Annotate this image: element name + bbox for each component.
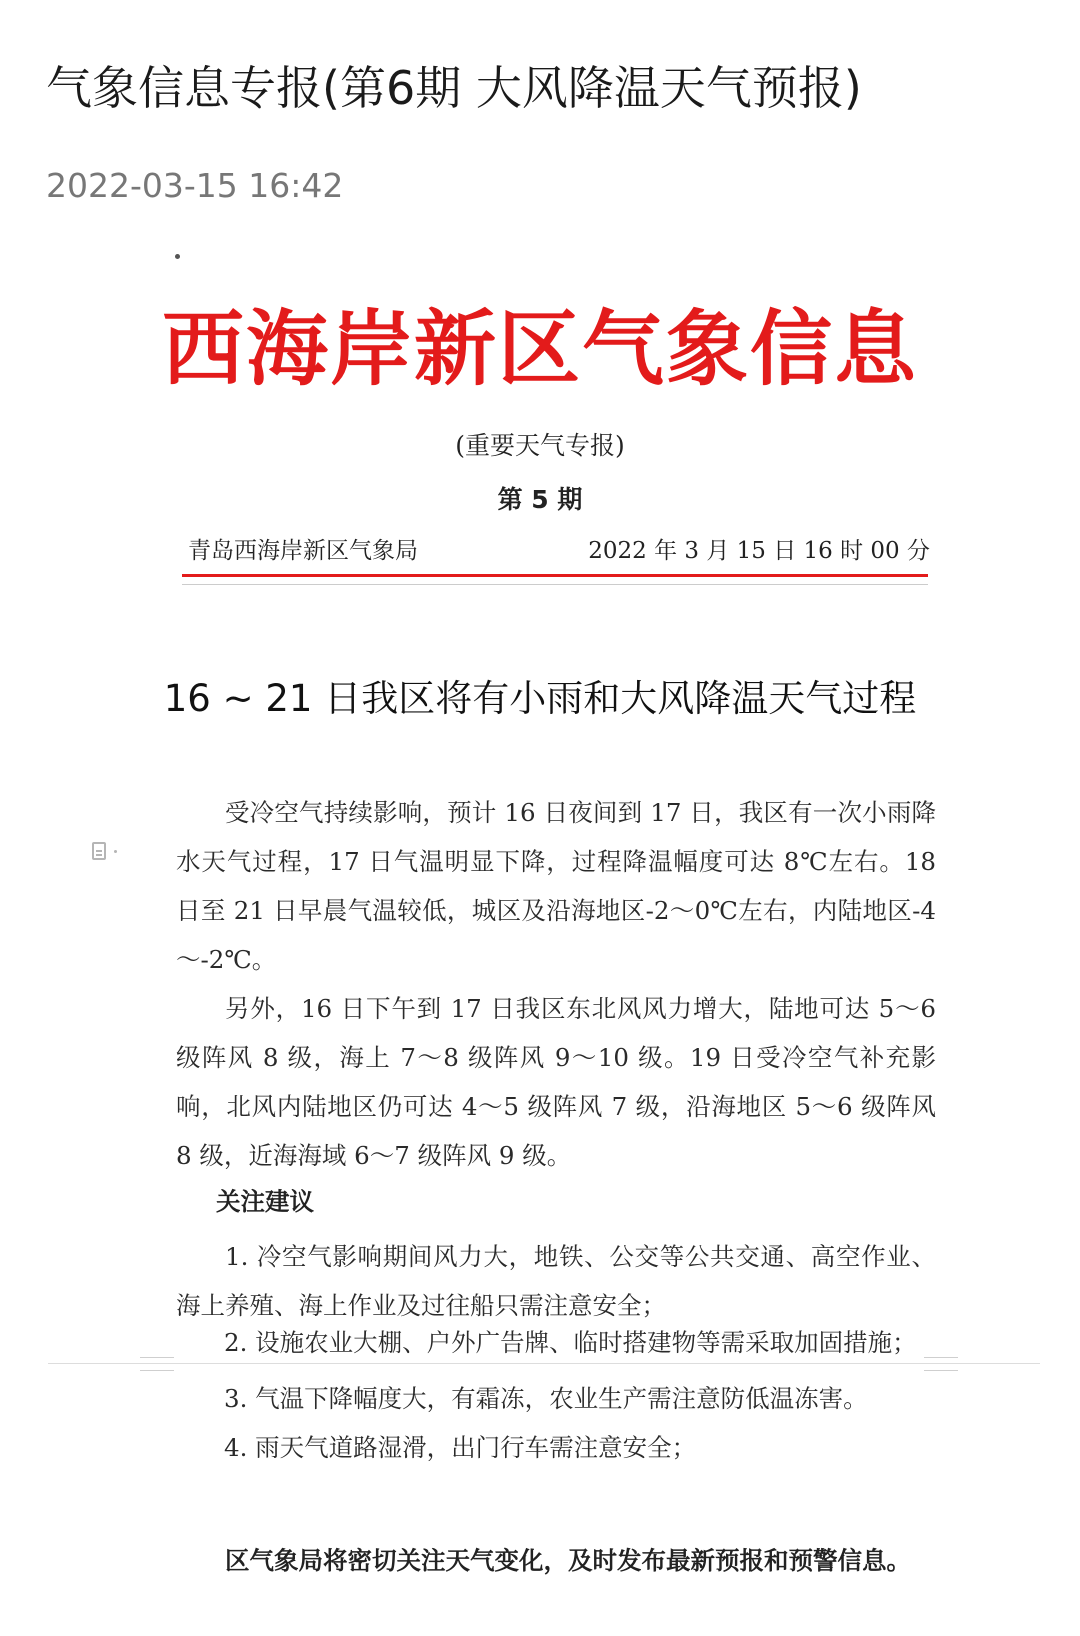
document-headline: 16 ~ 21 日我区将有小雨和大风降温天气过程 bbox=[163, 677, 917, 720]
masthead-red-rule bbox=[182, 574, 928, 577]
document-issuer: 青岛西海岸新区气象局 bbox=[188, 538, 418, 564]
document-body bbox=[176, 788, 936, 1180]
masthead-gray-rule bbox=[182, 584, 928, 585]
suggestion-item: 4. 雨天气道路湿滑，出门行车需注意安全； bbox=[224, 1433, 697, 1462]
document-comment-icon[interactable] bbox=[92, 842, 106, 860]
scan-speck bbox=[175, 254, 180, 259]
page-break-mark-right bbox=[924, 1357, 958, 1371]
document-masthead: 西海岸新区气象信息 bbox=[161, 302, 918, 397]
body-paragraph: 受冷空气持续影响，预计 16 日夜间到 17 日，我区有一次小雨降水天气过程，17 日气温明显下降，过程降温幅度可达 8℃左右。18 日至 21 日早晨气温较低，城区及沿海地区-2～0℃左右，内陆地区-4～-2℃。 bbox=[176, 798, 936, 974]
suggestion-item: 3. 气温下降幅度大，有霜冻，农业生产需注意防低温冻害。 bbox=[224, 1384, 868, 1413]
article-title: 气象信息专报(第6期 大风降温天气预报) bbox=[46, 61, 862, 115]
page-break-line bbox=[48, 1363, 1040, 1364]
section-title: 关注建议 bbox=[216, 1187, 314, 1216]
closing-statement: 区气象局将密切关注天气变化，及时发布最新预报和预警信息。 bbox=[225, 1546, 911, 1575]
document-type: (重要天气专报) bbox=[455, 431, 625, 460]
page-break-mark-left bbox=[140, 1357, 174, 1371]
body-paragraph: 另外，16 日下午到 17 日我区东北风风力增大，陆地可达 5～6 级阵风 8 级，海上 7～8 级阵风 9～10 级。19 日受冷空气补充影响，北风内陆地区仍可达 4～5 级阵风 7 级，沿海地区 5～6 级阵风 8 级，近海海域 6～7 级阵风 9 级。 bbox=[176, 994, 936, 1170]
document-issue-time: 2022 年 3 月 15 日 16 时 00 分 bbox=[588, 538, 930, 564]
document-issue-number: 第 5 期 bbox=[497, 485, 583, 514]
article-timestamp: 2022-03-15 16:42 bbox=[46, 166, 344, 205]
suggestion-item: 1. 冷空气影响期间风力大，地铁、公交等公共交通、高空作业、海上养殖、海上作业及过往船只需注意安全； bbox=[176, 1242, 936, 1320]
suggestion-item: 2. 设施农业大棚、户外广告牌、临时搭建物等需采取加固措施； bbox=[224, 1328, 917, 1357]
comment-menu-dot-icon bbox=[114, 850, 117, 853]
